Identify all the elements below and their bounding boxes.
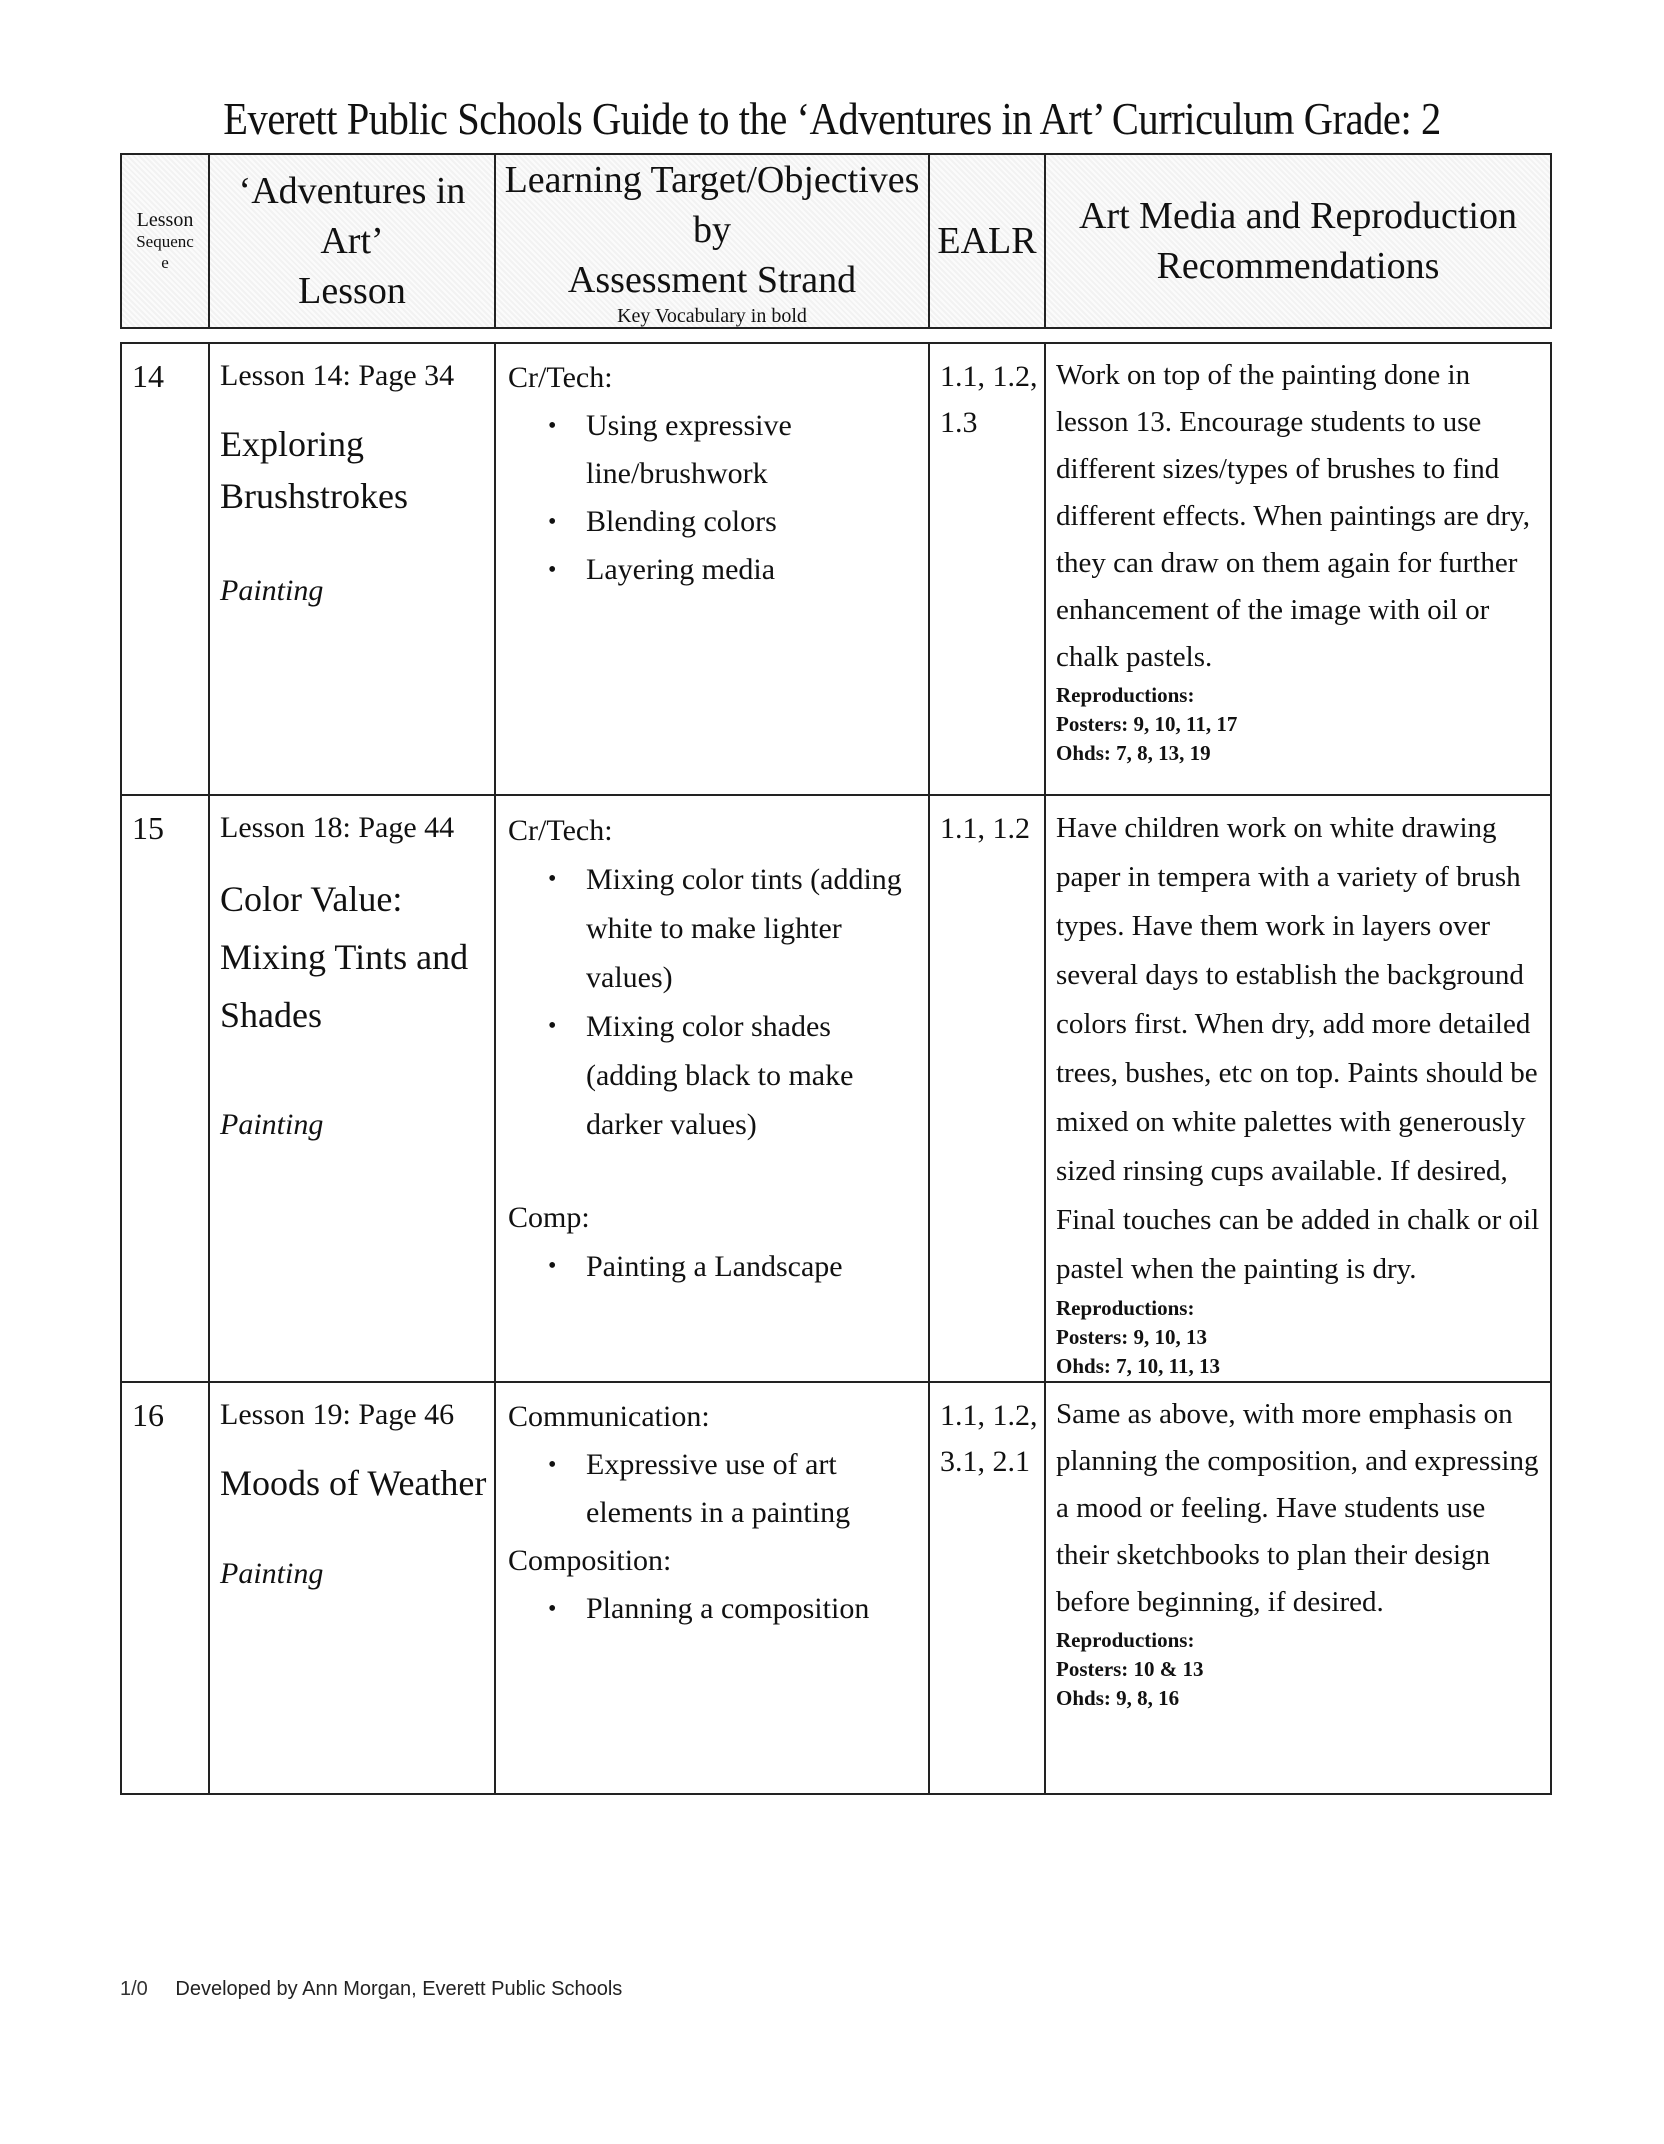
strand-label: Cr/Tech: xyxy=(508,814,613,847)
table-row xyxy=(121,1382,1551,1794)
objectives-cell xyxy=(495,795,929,1382)
list-item: • Using expressive line/brushwork xyxy=(586,402,920,498)
header-ealr-label: EALR xyxy=(937,220,1037,262)
header-lesson-line2: Lesson xyxy=(298,270,406,312)
objective-group xyxy=(508,806,920,1149)
lesson-medium: Painting xyxy=(220,1108,324,1141)
header-lesson-line1: ‘Adventures in Art’ xyxy=(238,170,466,262)
table-header xyxy=(120,153,1552,329)
recommendation-cell xyxy=(1045,795,1551,1382)
objective-list xyxy=(508,402,920,594)
header-lesson-sequence xyxy=(121,154,209,328)
reproductions-label: Reproductions: xyxy=(1056,683,1195,707)
ealr-cell: 1.1, 1.2, 1.3 xyxy=(929,343,1045,795)
ealr-cell: 1.1, 1.2 xyxy=(929,795,1045,1382)
recommendation-text: Work on top of the painting done in lesson 13. Encourage students to use different sizes/types of brushes to find different effects. When paintings are dry, they can draw on them again for further enhancement of the image with oil or chalk pastels. xyxy=(1056,359,1531,673)
recommendation-cell xyxy=(1045,343,1551,795)
lesson-reference: Lesson 18: Page 44 xyxy=(220,811,455,844)
lesson-reference: Lesson 14: Page 34 xyxy=(220,359,455,392)
header-target-line1: Learning Target/Objectives by xyxy=(504,159,920,251)
objective-list xyxy=(508,1242,920,1291)
posters-list: Posters: 9, 10, 11, 17 xyxy=(1056,712,1238,736)
lesson-cell xyxy=(209,343,495,795)
objective-group xyxy=(508,1537,920,1633)
list-item: • Planning a composition xyxy=(586,1585,920,1633)
header-media xyxy=(1045,154,1551,328)
list-item: • Layering media xyxy=(586,546,920,594)
page-footer xyxy=(120,1978,622,2001)
strand-label: Cr/Tech: xyxy=(508,361,613,394)
header-media-line1: Art Media and Reproduction xyxy=(1079,195,1517,237)
header-seq-line2: Sequenc xyxy=(136,232,194,251)
reproductions-label: Reproductions: xyxy=(1056,1296,1195,1320)
recommendation-cell xyxy=(1045,1382,1551,1794)
strand-label: Communication: xyxy=(508,1400,710,1433)
objective-group xyxy=(508,1393,920,1537)
lesson-medium: Painting xyxy=(220,574,324,607)
ohds-list: Ohds: 7, 8, 13, 19 xyxy=(1056,741,1211,765)
header-learning-target xyxy=(495,154,929,328)
table-row xyxy=(121,343,1551,795)
objective-group xyxy=(508,1193,920,1291)
objectives-cell xyxy=(495,343,929,795)
recommendation-text: Have children work on white drawing paper in tempera with a variety of brush types. Have them work in layers over several days to establish the background colors first. When dry, add more detailed trees, bushes, etc on top. Paints should be mixed on white palettes with generously sized rinsing cups available. If desired, Final touches can be added in chalk or oil pastel when the painting is dry. xyxy=(1056,812,1540,1285)
objective-group xyxy=(508,354,920,594)
lesson-medium: Painting xyxy=(220,1557,324,1590)
posters-list: Posters: 10 & 13 xyxy=(1056,1657,1204,1681)
lesson-cell xyxy=(209,1382,495,1794)
recommendation-text: Same as above, with more emphasis on planning the composition, and expressing a mood or feeling. Have students use their sketchbooks to plan their design before beginning, if desired. xyxy=(1056,1398,1539,1618)
lesson-table xyxy=(120,342,1552,1795)
table-row xyxy=(121,795,1551,1382)
header-seq-line1: Lesson xyxy=(136,209,194,231)
posters-list: Posters: 9, 10, 13 xyxy=(1056,1325,1208,1349)
list-item: • Painting a Landscape xyxy=(586,1242,920,1291)
ohds-list: Ohds: 7, 10, 11, 13 xyxy=(1056,1354,1220,1378)
lesson-name: Exploring Brushstrokes xyxy=(220,424,408,516)
lesson-cell xyxy=(209,795,495,1382)
lesson-sequence: 15 xyxy=(121,795,209,1382)
objective-list xyxy=(508,1441,920,1537)
list-item: • Mixing color shades (adding black to make darker values) xyxy=(586,1002,920,1149)
lesson-name: Moods of Weather xyxy=(220,1463,487,1503)
footer-code: 1/0 xyxy=(120,1978,148,2000)
objective-list xyxy=(508,1585,920,1633)
strand-label: Composition: xyxy=(508,1544,672,1577)
ealr-cell: 1.1, 1.2, 3.1, 2.1 xyxy=(929,1382,1045,1794)
list-item: • Mixing color tints (adding white to make lighter values) xyxy=(586,855,920,1002)
strand-label: Comp: xyxy=(508,1201,590,1234)
header-ealr xyxy=(929,154,1045,328)
header-target-line2: Assessment Strand xyxy=(567,259,857,301)
list-item: • Expressive use of art elements in a painting xyxy=(586,1441,920,1537)
lesson-sequence: 14 xyxy=(121,343,209,795)
reproductions-label: Reproductions: xyxy=(1056,1628,1195,1652)
header-target-line3: Key Vocabulary in bold xyxy=(617,305,807,327)
lesson-name: Color Value: Mixing Tints and Shades xyxy=(220,879,469,1035)
lesson-sequence: 16 xyxy=(121,1382,209,1794)
ohds-list: Ohds: 9, 8, 16 xyxy=(1056,1686,1180,1710)
header-lesson xyxy=(209,154,495,328)
header-media-line2: Recommendations xyxy=(1156,245,1440,287)
list-item: • Blending colors xyxy=(586,498,920,546)
footer-credit: Developed by Ann Morgan, Everett Public Schools xyxy=(175,1978,623,2000)
lesson-reference: Lesson 19: Page 46 xyxy=(220,1398,455,1431)
objectives-cell xyxy=(495,1382,929,1794)
objective-list xyxy=(508,855,920,1149)
header-seq-line3: e xyxy=(161,253,169,272)
page-title: Everett Public Schools Guide to the ‘Adventures in Art’ Curriculum Grade: 2 xyxy=(223,93,1441,144)
